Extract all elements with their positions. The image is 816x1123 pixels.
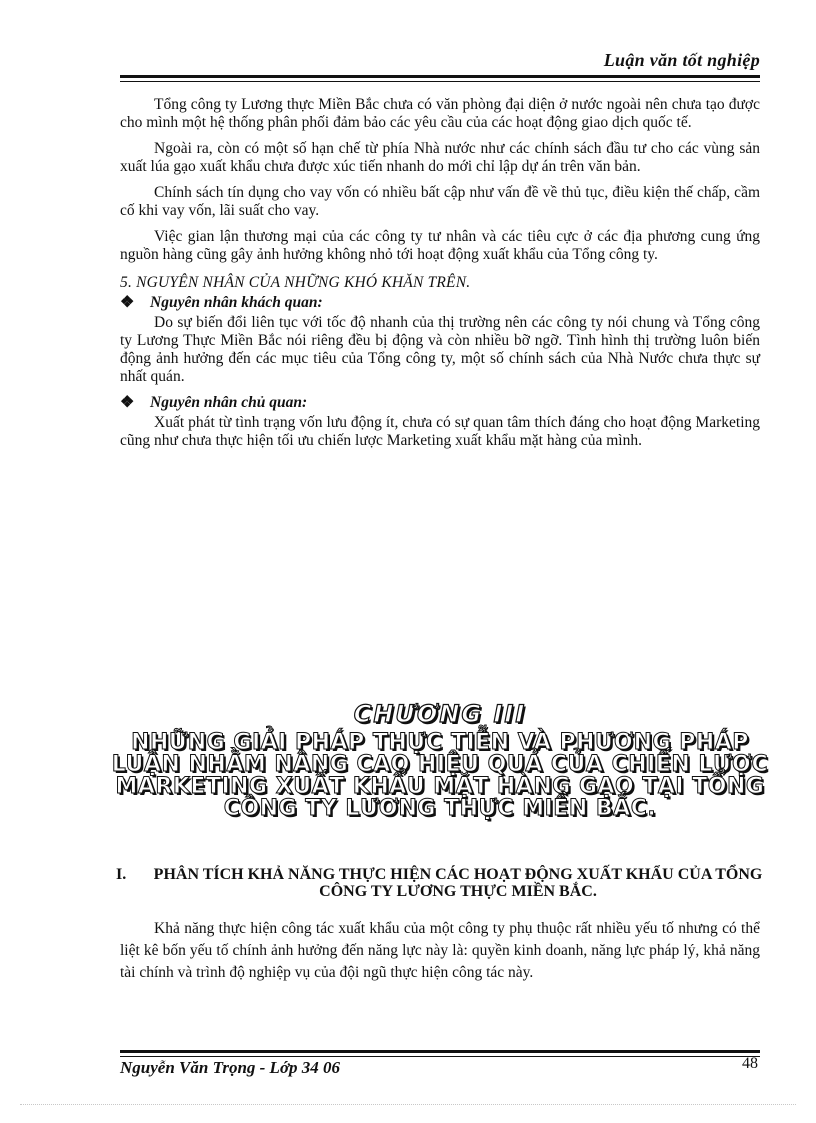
paragraph-office: Tổng công ty Lương thực Miền Bắc chưa có văn phòng đại diện ở nước ngoài nên chưa tạo được cho mình một hệ thống phân phối đảm bảo các yêu cầu của các hoạt động giao dịch quốc tế. — [120, 96, 760, 131]
body-text-block — [120, 96, 760, 458]
four-diamond-bullet-icon: ❖ — [120, 394, 135, 411]
subjective-cause-heading — [120, 394, 760, 412]
chapter-heading-block — [100, 700, 780, 820]
paragraph-trade-fraud: Việc gian lận thương mại của các công ty tư nhân và các tiêu cực ở các địa phương cung ứng nguồn hàng cũng gây ảnh hưởng không nhỏ tới hoạt động xuất khẩu của Tổng công ty. — [120, 228, 760, 263]
objective-cause-text: Do sự biến đổi liên tục với tốc độ nhanh của thị trường nên các công ty nói chung và Tổng công ty Lương Thực Miền Bắc nói riêng đều bị động và còn nhiều bỡ ngỡ. Tình hình thị trường luôn biến động ảnh hưởng đến các mục tiêu của Tổng công ty, một số chính sách của Nhà Nước chưa thực sự nhất quán. — [120, 314, 760, 385]
four-diamond-bullet-icon: ❖ — [120, 294, 135, 311]
section-5-heading: 5. NGUYÊN NHÂN CỦA NHỮNG KHÓ KHĂN TRÊN. — [120, 274, 471, 291]
paragraph-export-capability: Khả năng thực hiện công tác xuất khẩu của một công ty phụ thuộc rất nhiều yếu tố nhưng có thể liệt kê bốn yếu tố chính ảnh hưởng đến năng lực này là: quyền kinh doanh, năng lực pháp lý, khả năng tài chính và trình độ nghiệp vụ của đội ngũ thực hiện công tác này. — [120, 920, 760, 981]
running-header-title: Luận văn tốt nghiệp — [603, 50, 760, 70]
section-1-heading — [116, 866, 766, 900]
footer-rule-thin — [120, 1056, 760, 1057]
header-rule-thin — [120, 81, 760, 82]
footer-author: Nguyễn Văn Trọng - Lớp 34 06 — [120, 1058, 341, 1077]
objective-cause-label: Nguyên nhân khách quan: — [150, 294, 323, 311]
subjective-cause-text: Xuất phát từ tình trạng vốn lưu động ít, chưa có sự quan tâm thích đáng cho hoạt động Marketing cũng như chưa thực hiện tối ưu chiến lược Marketing xuất khẩu mặt hàng của mình. — [120, 414, 760, 449]
page-number: 48 — [742, 1055, 758, 1072]
header-rule — [120, 75, 760, 78]
section-1-title: PHÂN TÍCH KHẢ NĂNG THỰC HIỆN CÁC HOẠT ĐỘNG XUẤT KHẨU CỦA TỔNG CÔNG TY LƯƠNG THỰC MIỀN BẮC. — [153, 866, 763, 900]
subjective-cause-label: Nguyên nhân chủ quan: — [150, 394, 308, 411]
objective-cause-heading — [120, 294, 760, 312]
section-1-number: I. — [116, 866, 127, 883]
page-bottom-dotted-line — [20, 1104, 796, 1105]
footer-rule — [120, 1050, 760, 1053]
chapter-title: NHỮNG GIẢI PHÁP THỰC TIỄN VÀ PHƯƠNG PHÁP LUẬN NHẰM NÂNG CAO HIỆU QUẢ CỦA CHIẾN LƯỢC MARKETING XUẤT KHẨU MẶT HÀNG GẠO TẠI TỔNG CÔNG TY LƯƠNG THỰC MIỀN BẮC. — [111, 730, 769, 821]
chapter-number: CHƯƠNG III — [353, 700, 527, 728]
paragraph-state-limits: Ngoài ra, còn có một số hạn chế từ phía Nhà nước như các chính sách đầu tư cho các vùng sản xuất lúa gạo xuất khẩu chưa được xúc tiến nhanh do mới chỉ lập dự án trên văn bản. — [120, 140, 760, 175]
paragraph-credit-policy: Chính sách tín dụng cho vay vốn có nhiều bất cập như vấn đề về thủ tục, điều kiện thế chấp, cầm cố khi vay vốn, lãi suất cho vay. — [120, 184, 760, 219]
